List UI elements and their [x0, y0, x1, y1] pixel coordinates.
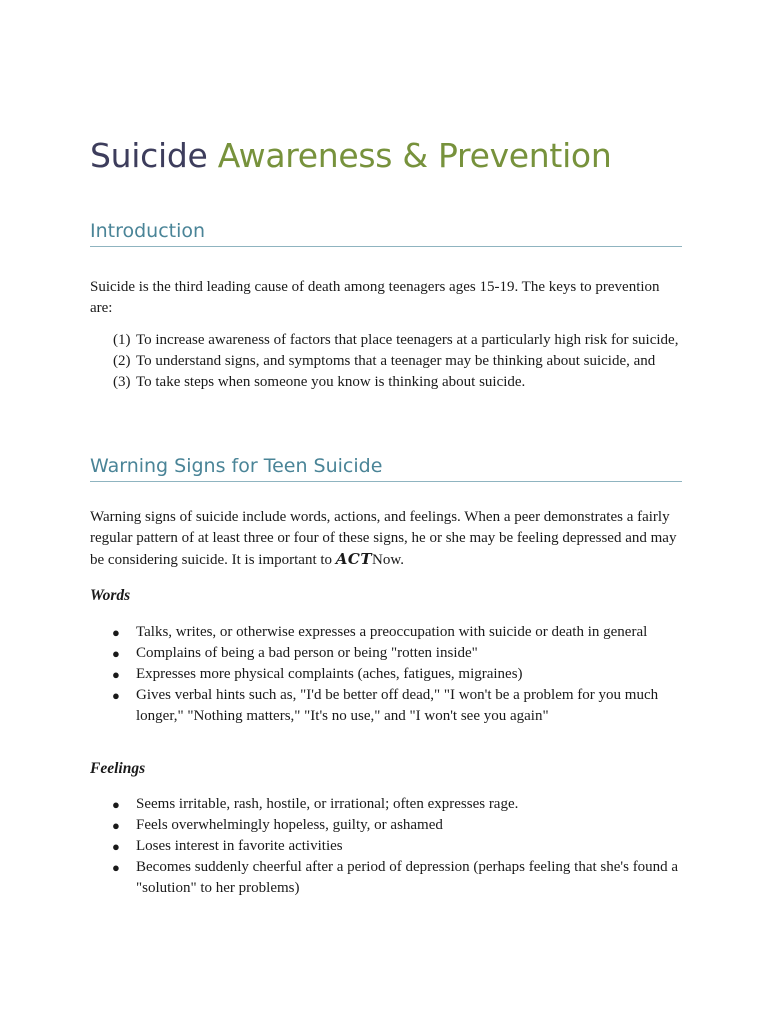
bullet-icon: ● [112, 839, 120, 854]
list-item [90, 836, 680, 857]
list-item-number: (2) [113, 353, 131, 369]
bullet-icon: ● [112, 667, 120, 682]
title-part-awareness-prevention: Awareness & Prevention [217, 136, 612, 175]
introduction-heading: Introduction [90, 220, 682, 247]
list-item-number: (1) [113, 332, 131, 348]
list-item-text: Gives verbal hints such as, "I'd be better off dead," "I won't be a problem for you much longer," "Nothing matters," "It's no use," and "I won't see you again" [136, 687, 659, 724]
list-item [90, 330, 680, 351]
list-item-text: Expresses more physical complaints (aches, fatigues, migraines) [136, 666, 523, 682]
list-item [90, 664, 680, 685]
warning-signs-paragraph [90, 507, 680, 571]
feelings-list [90, 794, 680, 899]
warning-signs-heading: Warning Signs for Teen Suicide [90, 455, 682, 482]
list-item-text: Becomes suddenly cheerful after a period of depression (perhaps feeling that she's found a "solution" to her problems) [136, 859, 679, 896]
list-item-number: (3) [113, 374, 131, 390]
bullet-icon: ● [112, 646, 120, 661]
list-item-text: To understand signs, and symptoms that a teenager may be thinking about suicide, and [136, 353, 656, 369]
warning-paragraph-text: Warning signs of suicide include words, actions, and feelings. When a peer demonstrates a fairly regular pattern of at least three or four of these signs, he or she may be feeling depressed and may be considering suicide. It is important to [90, 509, 677, 568]
prevention-keys-list [90, 330, 680, 393]
bullet-icon: ● [112, 625, 120, 640]
bullet-icon: ● [112, 797, 120, 812]
warning-paragraph-end: Now. [372, 552, 404, 568]
list-item-text: To take steps when someone you know is thinking about suicide. [136, 374, 526, 390]
title-part-suicide: Suicide [90, 136, 208, 175]
list-item [90, 622, 680, 643]
list-item-text: Loses interest in favorite activities [136, 838, 343, 854]
bullet-icon: ● [112, 818, 120, 833]
words-subheading: Words [90, 587, 131, 604]
list-item [90, 643, 680, 664]
list-item-text: Talks, writes, or otherwise expresses a preoccupation with suicide or death in general [136, 624, 648, 640]
act-emphasis: ACT [335, 550, 373, 568]
list-item [90, 351, 680, 372]
list-item [90, 857, 680, 899]
list-item-text: To increase awareness of factors that place teenagers at a particularly high risk for suicide, [136, 332, 679, 348]
bullet-icon: ● [112, 860, 120, 875]
bullet-icon: ● [112, 688, 120, 703]
words-list [90, 622, 680, 727]
document-title [90, 136, 611, 175]
list-item [90, 372, 680, 393]
introduction-paragraph: Suicide is the third leading cause of death among teenagers ages 15-19. The keys to prevention are: [90, 279, 660, 316]
feelings-subheading: Feelings [90, 760, 146, 777]
list-item-text: Complains of being a bad person or being "rotten inside" [136, 645, 478, 661]
list-item-text: Feels overwhelmingly hopeless, guilty, or ashamed [136, 817, 443, 833]
list-item [90, 794, 680, 815]
list-item-text: Seems irritable, rash, hostile, or irrational; often expresses rage. [136, 796, 519, 812]
list-item [90, 685, 680, 727]
list-item [90, 815, 680, 836]
